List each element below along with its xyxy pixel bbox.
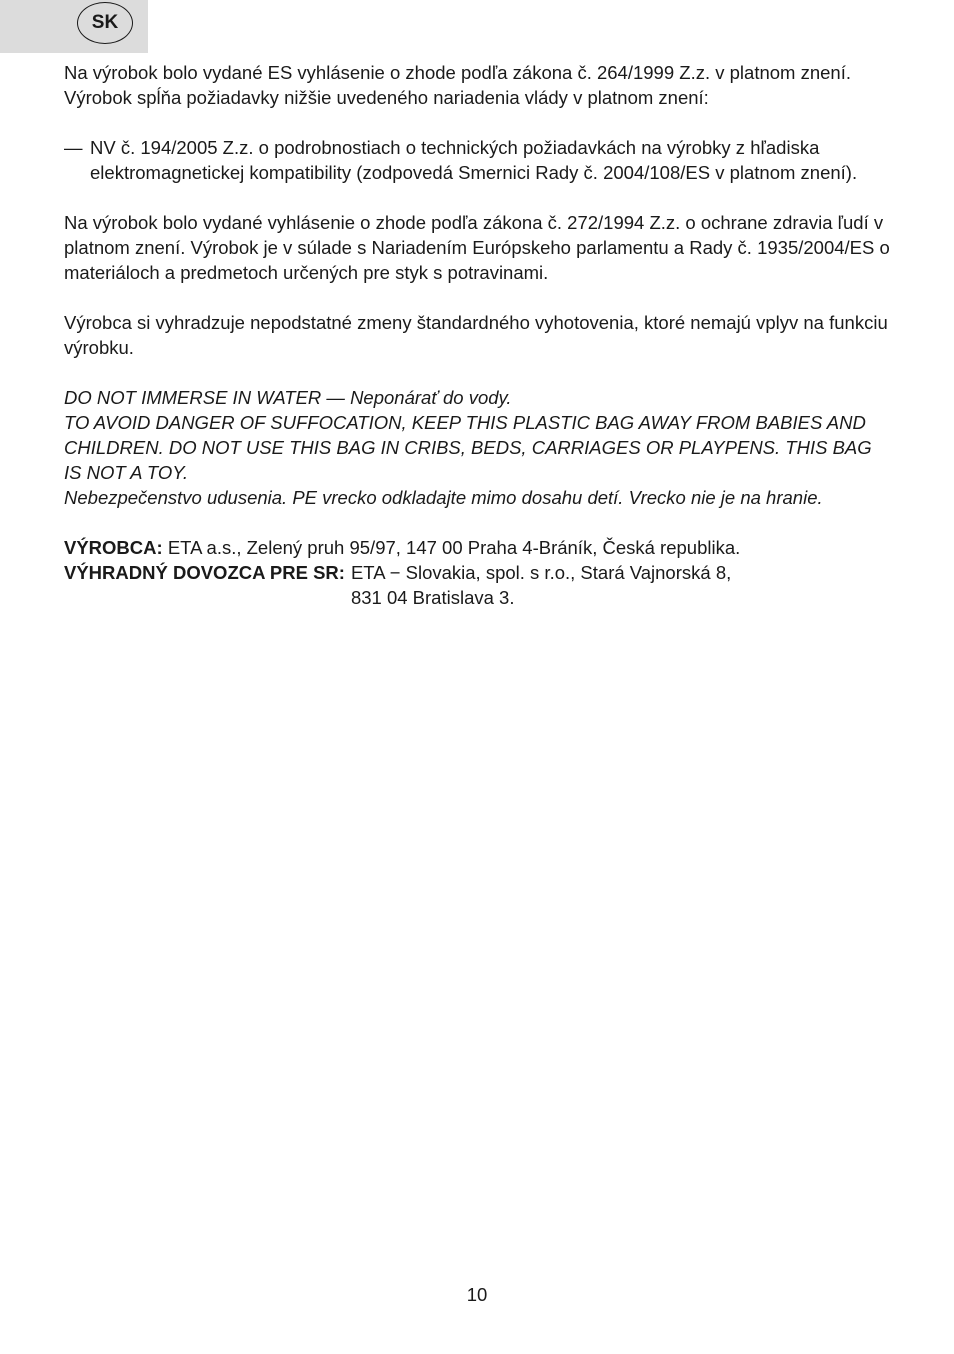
list-dash: — bbox=[64, 137, 83, 158]
language-badge: SK bbox=[77, 2, 133, 44]
document-body bbox=[64, 60, 894, 610]
manufacturer-label: VÝROBCA: bbox=[64, 537, 163, 558]
water-warning: DO NOT IMMERSE IN WATER — Neponárať do vody. bbox=[64, 387, 512, 408]
changes-paragraph: Výrobca si vyhradzuje nepodstatné zmeny štandardného vyhotovenia, ktoré nemajú vplyv na funkciu výrobku. bbox=[64, 312, 888, 358]
importer-line bbox=[64, 560, 894, 610]
importer-address-line-2: 831 04 Bratislava 3. bbox=[350, 587, 515, 608]
importer-address-line-1: ETA − Slovakia, spol. s r.o., Stará Vajnorská 8, bbox=[350, 562, 732, 583]
conformity-paragraph: Na výrobok bolo vydané ES vyhlásenie o zhode podľa zákona č. 264/1999 Z.z. v platnom znení. Výrobok spĺňa požiadavky nižšie uvedeného nariadenia vlády v platnom znení: bbox=[64, 62, 851, 108]
manufacturer-value: ETA a.s., Zelený pruh 95/97, 147 00 Praha 4-Bráník, Česká republika. bbox=[167, 537, 741, 558]
language-tab bbox=[0, 0, 148, 53]
manufacturer-line bbox=[64, 535, 894, 560]
regulation-text: NV č. 194/2005 Z.z. o podrobnostiach o technických požiadavkách na výrobky z hľadiska elektromagnetickej kompatibility (zodpovedá Smernici Rady č. 2004/108/ES v platnom znení). bbox=[90, 137, 858, 183]
food-contact-paragraph: Na výrobok bolo vydané vyhlásenie o zhode podľa zákona č. 272/1994 Z.z. o ochrane zdravia ľudí v platnom znení. Výrobok je v súlade s Nariadením Európskeho parlamentu a Rady č. 1935/2004/ES o materiáloch a predmetoch určených pre styk s potravinami. bbox=[64, 212, 890, 283]
regulation-list-item bbox=[64, 135, 894, 185]
importer-label: VÝHRADNÝ DOVOZCA PRE SR: bbox=[64, 562, 345, 583]
page-number: 10 bbox=[466, 1284, 488, 1305]
suffocation-warning-en: TO AVOID DANGER OF SUFFOCATION, KEEP THIS PLASTIC BAG AWAY FROM BABIES AND CHILDREN. DO NOT USE THIS BAG IN CRIBS, BEDS, CARRIAGES OR PLAYPENS. THIS BAG IS NOT A TOY. bbox=[64, 412, 872, 483]
suffocation-warning-sk: Nebezpečenstvo udusenia. PE vrecko odkladajte mimo dosahu detí. Vrecko nie je na hranie. bbox=[64, 487, 823, 508]
